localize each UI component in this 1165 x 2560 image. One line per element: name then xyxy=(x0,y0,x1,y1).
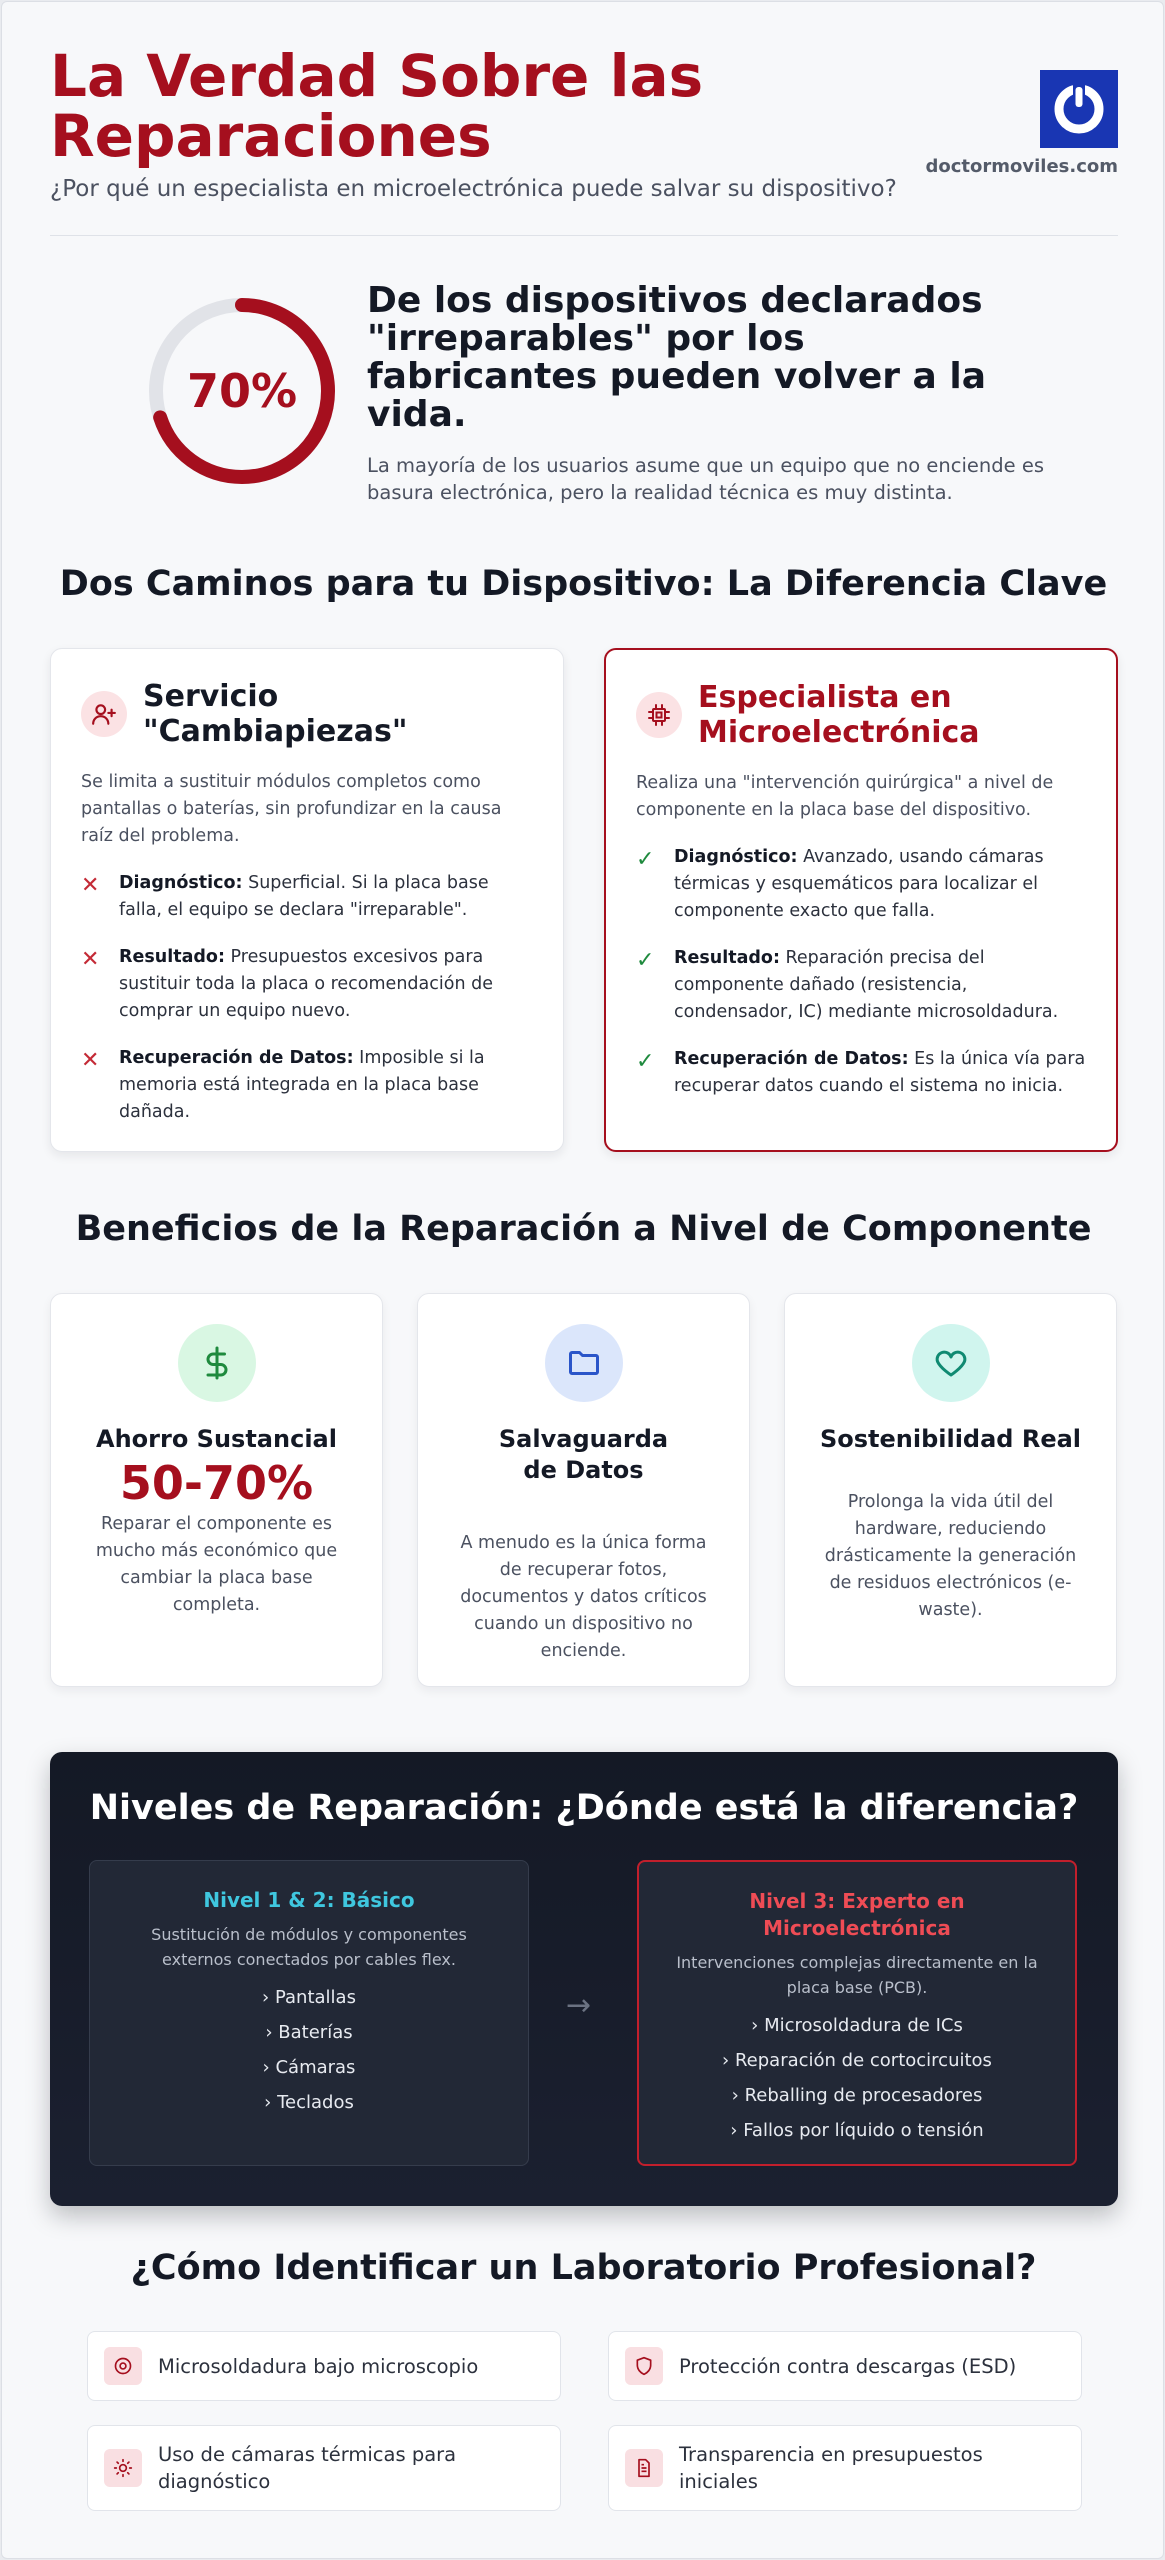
item-label: Diagnóstico: xyxy=(674,847,798,867)
lab-item-text: Protección contra descargas (ESD) xyxy=(679,2354,1017,2378)
list-item xyxy=(636,1046,1086,1100)
percent-label: 70% xyxy=(186,364,298,418)
brand-logo[interactable] xyxy=(1040,70,1118,148)
x-icon: ✕ xyxy=(81,947,100,972)
list-item: › Microsoldadura de ICs xyxy=(751,2015,963,2036)
check-icon: ✓ xyxy=(636,948,655,973)
item-text: Avanzado, usando cámaras térmicas y esquemáticos para localizar el componente exacto que falla. xyxy=(674,847,1044,921)
lab-item-camaras xyxy=(87,2425,561,2511)
page-subtitle: ¿Por qué un especialista en microelectrónica puede salvar su dispositivo? xyxy=(50,176,897,202)
item-label: Recuperación de Datos: xyxy=(119,1048,354,1068)
power-logo-icon xyxy=(1051,81,1107,137)
check-icon: ✓ xyxy=(636,847,655,872)
benefit-text: A menudo es la única forma de recuperar fotos, documentos y datos críticos cuando un dispositivo no enciende. xyxy=(460,1533,707,1661)
benefit-card-ahorro xyxy=(50,1293,383,1687)
levels-panel xyxy=(50,1752,1118,2206)
shield-icon xyxy=(625,2347,663,2385)
benefit-text: Reparar el componente es mucho más económico que cambiar la placa base completa. xyxy=(95,1514,338,1615)
item-label: Diagnóstico: xyxy=(119,873,243,893)
level-title: Nivel 1 & 2: Básico xyxy=(203,1888,415,1912)
level-expert xyxy=(637,1860,1077,2166)
card-intro: Realiza una "intervención quirúrgica" a nivel de componente en la placa base del dispositivo. xyxy=(636,773,1054,820)
benefit-highlight: 50-70% xyxy=(119,1456,314,1510)
level-basic xyxy=(89,1860,529,2166)
header xyxy=(50,42,1118,236)
benefit-title: Ahorro Sustancial xyxy=(96,1425,337,1453)
hero-stat xyxy=(147,282,1047,512)
levels-title: Niveles de Reparación: ¿Dónde está la diferencia? xyxy=(89,1788,1079,1828)
benefit-title: Salvaguarda de Datos xyxy=(498,1425,669,1484)
level-subtitle: Intervenciones complejas directamente en la placa base (PCB). xyxy=(676,1953,1038,1997)
card-especialista xyxy=(604,648,1118,1152)
list-item: › Baterías xyxy=(265,2022,353,2043)
check-icon: ✓ xyxy=(636,1049,655,1074)
lab-item-esd xyxy=(608,2331,1082,2401)
benefit-card-sostenibilidad xyxy=(784,1293,1117,1687)
lab-item-text: Microsoldadura bajo microscopio xyxy=(158,2354,479,2378)
list-item xyxy=(81,870,533,924)
benefit-card-datos xyxy=(417,1293,750,1687)
item-label: Resultado: xyxy=(119,947,225,967)
document-icon xyxy=(625,2449,663,2487)
infographic-page xyxy=(1,1,1164,2559)
level-subtitle: Sustitución de módulos y componentes externos conectados por cables flex. xyxy=(151,1925,467,1969)
brand-name[interactable]: doctormoviles.com xyxy=(925,156,1118,177)
list-item xyxy=(636,844,1086,925)
chip-icon xyxy=(636,692,682,738)
card-title: Servicio "Cambiapiezas" xyxy=(143,679,408,749)
dollar-icon xyxy=(178,1324,256,1402)
folder-icon xyxy=(545,1324,623,1402)
list-item: › Reparación de cortocircuitos xyxy=(722,2050,992,2071)
lab-item-presupuestos xyxy=(608,2425,1082,2511)
list-item: › Teclados xyxy=(264,2092,354,2113)
lab-title: ¿Cómo Identificar un Laboratorio Profesional? xyxy=(130,2248,1037,2288)
lab-item-text: Transparencia en presupuestos iniciales xyxy=(679,2443,983,2493)
target-icon xyxy=(104,2347,142,2385)
item-text: Superficial. Si la placa base falla, el equipo se declara "irreparable". xyxy=(119,873,489,920)
list-item xyxy=(636,945,1086,1026)
user-swap-icon xyxy=(81,691,127,737)
benefits-title: Beneficios de la Reparación a Nivel de Componente xyxy=(75,1209,1092,1249)
list-item xyxy=(81,944,533,1025)
benefit-title: Sostenibilidad Real xyxy=(819,1425,1082,1453)
card-title: Especialista en Microelectrónica xyxy=(698,680,980,750)
card-list xyxy=(636,844,1086,1100)
card-intro: Se limita a sustituir módulos completos como pantallas o baterías, sin profundizar en la causa raíz del problema. xyxy=(81,772,502,846)
lab-item-microscopio xyxy=(87,2331,561,2401)
level-list xyxy=(118,1986,500,2115)
card-list xyxy=(81,870,533,1126)
page-title: La Verdad Sobre las Reparaciones xyxy=(50,42,704,170)
list-item: › Reballing de procesadores xyxy=(731,2085,983,2106)
lab-item-text: Uso de cámaras térmicas para diagnóstico xyxy=(158,2443,457,2493)
x-icon: ✕ xyxy=(81,1048,100,1073)
item-text: Imposible si la memoria está integrada en la placa base dañada. xyxy=(119,1048,485,1122)
list-item xyxy=(81,1045,533,1126)
x-icon: ✕ xyxy=(81,873,100,898)
item-text: Reparación precisa del componente dañado (resistencia, condensador, IC) mediante microsoldadura. xyxy=(674,948,1059,1022)
level-list xyxy=(667,2014,1047,2143)
card-cambiapiezas xyxy=(50,648,564,1152)
hero-headline: De los dispositivos declarados "irreparables" por los fabricantes pueden volver a la vida. xyxy=(367,280,986,435)
list-item: › Cámaras xyxy=(262,2057,356,2078)
item-label: Recuperación de Datos: xyxy=(674,1049,909,1069)
arrow-right-icon: → xyxy=(566,1988,592,2023)
item-label: Resultado: xyxy=(674,948,780,968)
benefit-text: Prolonga la vida útil del hardware, reduciendo drásticamente la generación de residuos electrónicos (e-waste). xyxy=(824,1492,1077,1620)
paths-title: Dos Caminos para tu Dispositivo: La Diferencia Clave xyxy=(59,564,1108,604)
item-text: Presupuestos excesivos para sustituir toda la placa o recomendación de comprar un equipo nuevo. xyxy=(119,947,493,1021)
list-item: › Fallos por líquido o tensión xyxy=(730,2120,984,2141)
item-text: Es la única vía para recuperar datos cuando el sistema no inicia. xyxy=(674,1049,1086,1096)
heart-icon xyxy=(912,1324,990,1402)
sun-icon xyxy=(104,2449,142,2487)
level-title: Nivel 3: Experto en Microelectrónica xyxy=(749,1889,965,1940)
hero-description: La mayoría de los usuarios asume que un equipo que no enciende es basura electrónica, pero la realidad técnica es muy distinta. xyxy=(367,454,1045,504)
list-item: › Pantallas xyxy=(262,1987,356,2008)
